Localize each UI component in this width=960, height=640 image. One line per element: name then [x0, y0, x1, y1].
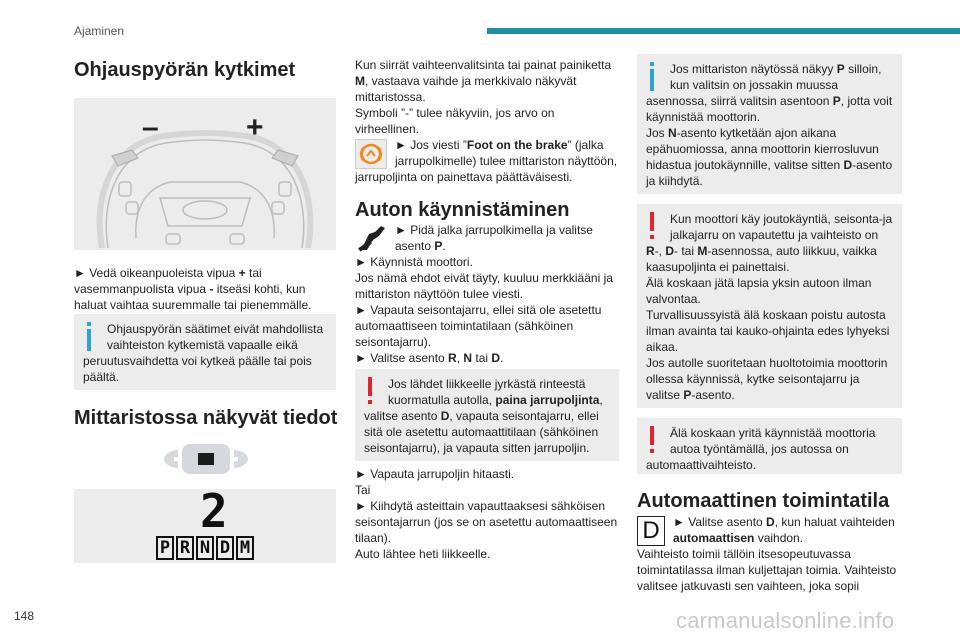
mode-p: P	[156, 536, 174, 560]
heading-display-info: Mittaristossa näkyvät tiedot	[74, 407, 338, 429]
paragraph-automatic: D ► Valitse asento D, kun haluat vaihteiden automaattisen vaihdon.	[637, 514, 902, 546]
paragraph-car-moves: Auto lähtee heti liikkeelle.	[355, 547, 491, 561]
warning-box-push-start: Älä koskaan yritä käynnistää moottoria autoa työntämällä, jos autossa on automaattivaihteisto.	[637, 418, 902, 474]
paragraph-foot-on-brake: ► Jos viesti ”Foot on the brake” (jalka jarrupolkimelle) tulee mittariston näyttöön, jarrupoljinta on painettava päättäväisesti.	[355, 138, 618, 184]
minus-paddle-label: –	[142, 111, 159, 144]
warning-icon	[646, 212, 660, 242]
heading-steering-switches: Ohjauspyörän kytkimet	[74, 59, 296, 81]
mode-n: N	[196, 536, 214, 560]
text-or: Tai	[355, 483, 371, 497]
d-position-icon: D	[637, 516, 665, 546]
page-number: 148	[14, 609, 35, 623]
info-icon	[83, 322, 97, 352]
warning-icon	[364, 377, 378, 407]
header-accent-bar	[487, 28, 960, 34]
step-start-engine: ► Käynnistä moottori.	[355, 255, 473, 269]
info-box-p-position: Jos mittariston näytössä näkyy P silloin, kun valitsin on jossakin muussa asennossa, siirrä valitsin asentoon P, jotta voit käynnistää moottorin. Jos N-asento kytketään ajon aikana epähuomiossa, anna moottorin kierrosluvun hidastua joutokäynnille, valitse sitten D-asento ja kiihdytä.	[637, 54, 902, 194]
step-select-position: ► Valitse asento R, N tai D.	[355, 351, 504, 365]
warning-box-slope: Jos lähdet liikkeelle jyrkästä rinteestä kuormatulla autolla, paina jarrupoljinta, valitse asento D, vapauta seisontajarru, ellei sitä ole asetettu automaattitilaan (sähköinen seisontajarru), ja vapauta sitten jarrupoljin.	[355, 369, 619, 461]
warning-icon	[646, 426, 660, 456]
step-accelerate: ► Kiihdytä asteittain vapauttaaksesi sähköisen seisontajarrun (jos se on asetettu automaattiseen tilaan).	[355, 499, 618, 545]
heading-automatic-mode: Automaattinen toimintatila	[637, 490, 890, 512]
steering-wheel-icon	[74, 98, 336, 250]
paragraph-conditions: Jos nämä ehdot eivät täyty, kuuluu merkkiääni ja mittariston näyttöön tulee viesti.	[355, 271, 613, 301]
mode-r: R	[176, 536, 194, 560]
plus-paddle-label: +	[246, 111, 264, 144]
current-gear: 2	[200, 484, 228, 538]
heading-starting: Auton käynnistäminen	[355, 199, 570, 221]
brake-warning-icon	[355, 139, 387, 169]
step-release-parking-brake: ► Vapauta seisontajarru, ellei sitä ole asetettu automaattiseen toimintatilaan (sähköinen seisontajarru).	[355, 303, 602, 349]
gear-display	[74, 484, 336, 563]
paddle-instruction: ► Vedä oikeanpuoleista vipua + tai vasemmanpuolista vipua - itseäsi kohti, kun haluat vaihtaa suuremmalle tai pienemmälle.	[74, 266, 312, 312]
gear-mode-row	[156, 536, 254, 560]
warning-box-idle: Kun moottori käy joutokäyntiä, seisonta-ja jalkajarru on vapautettu ja vaihteisto on R-, D- tai M-asennossa, auto liikkuu, vaikka kaasupoljinta ei painettaisi. Älä koskaan jätä lapsia yksin autoon ilman valvontaa. Turvallisuussyistä älä koskaan poistu autosta ilman avainta tai kauko-ohjainta edes lyhyeksi aikaa. Jos autolle suoritetaan huoltotoimia moottorin ollessa käynnissä, kytke seisontajarru ja valitse P-asento.	[637, 204, 902, 408]
info-box-steering: Ohjauspyörän säätimet eivät mahdollista vaihteiston kytkemistä vapaalle eikä peruutusvaihdetta voi kytkeä päälle tai pois päältä.	[74, 314, 336, 390]
mode-d: D	[216, 536, 234, 560]
paragraph-symbol: Symboli ”-” tulee näkyviin, jos arvo on virheellinen.	[355, 106, 555, 136]
step-release-brake: ► Vapauta jarrupoljin hitaasti.	[355, 467, 515, 481]
info-icon	[646, 62, 660, 92]
steering-wheel-illustration	[74, 98, 336, 250]
mode-m: M	[236, 536, 254, 560]
watermark: carmanualsonline.info	[676, 608, 895, 633]
step-foot-brake: ► Pidä jalka jarrupolkimella ja valitse asento P.	[355, 222, 619, 254]
paragraph-adaptive: Vaihteisto toimii tällöin itsesopeutuvassa toimintatilassa ilman kuljettajan toimia. Vaihteisto valitsee jatkuvasti sen vaihteen, joka sopii	[637, 547, 897, 593]
paragraph-gear-shown: Kun siirrät vaihteenvalitsinta tai painat painiketta M, vastaava vaihde ja merkkivalo näkyvät mittaristossa.	[355, 58, 612, 104]
gear-selector-icon	[162, 442, 250, 480]
foot-on-pedal-icon	[355, 224, 387, 252]
section-label: Ajaminen	[74, 24, 125, 38]
